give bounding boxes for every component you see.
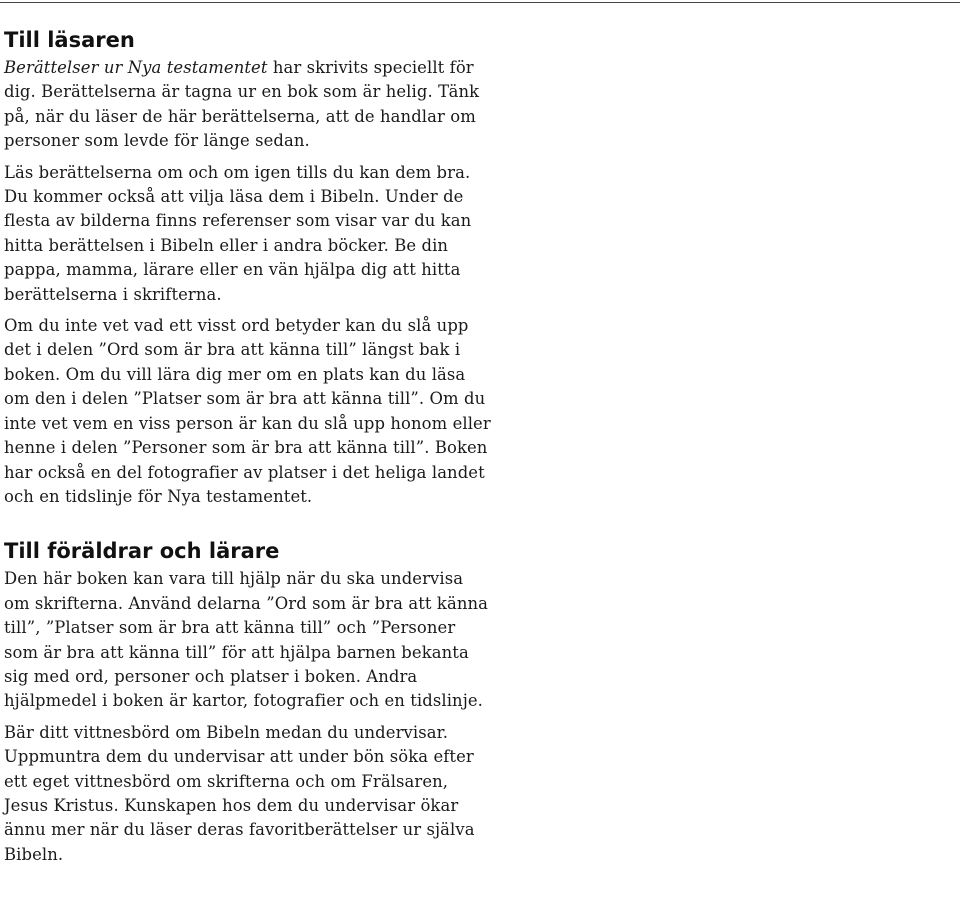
- paragraph: Den här boken kan vara till hjälp när du ska undervisa om skrifterna. Använd delarna ”Ord som är bra att känna till”, ”Platser som är bra att känna till” och ”Personer som är bra att känna till” för att hjälpa barnen bekanta sig med ord, personer och platser i boken. Andra hjälpmedel i boken är kartor, fotografier och en tidslinje.: [4, 569, 488, 711]
- paragraph: [4, 56, 494, 154]
- section-to-reader: [4, 26, 494, 509]
- top-rule: [0, 2, 960, 3]
- paragraph: Läs berättelserna om och om igen tills du kan dem bra. Du kommer också att vilja läsa dem i Bibeln. Under de flesta av bilderna finns referenser som visar var du kan hitta berättelsen i Bibeln eller i andra böcker. Be din pappa, mamma, lärare eller en vän hjälpa dig att hitta berättelserna i skrifterna.: [4, 162, 472, 304]
- paragraph: Om du inte vet vad ett visst ord betyder kan du slå upp det i delen ”Ord som är bra att känna till” längst bak i boken. Om du vill lära dig mer om en plats kan du läsa om den i delen ”Platser som är bra att känna till”. Om du inte vet vem en viss person är kan du slå upp honom eller henne i delen ”Personer som är bra att känna till”. Boken har också en del fotografier av platser i det heliga landet och en tidslinje för Nya testamentet.: [4, 316, 491, 506]
- paragraph-text: har skrivits speciellt för dig. Berättelserna är tagna ur en bok som är helig. Tänk på, när du läser de här berättelserna, att de handlar om personer som levde för länge sedan.: [4, 58, 480, 151]
- paragraph: Bär ditt vittnesbörd om Bibeln medan du undervisar. Uppmuntra dem du undervisar att under bön söka efter ett eget vittnesbörd om skrifterna och om Frälsaren, Jesus Kristus. Kunskapen hos dem du undervisar ökar ännu mer när du läser deras favoritberättelser ur själva Bibeln.: [4, 722, 475, 864]
- document-page: [4, 26, 494, 867]
- book-title: Berättelser ur Nya testamentet: [4, 58, 268, 77]
- section-heading: Till läsaren: [4, 28, 135, 52]
- section-to-parents-teachers: [4, 537, 494, 867]
- section-heading: Till föräldrar och lärare: [4, 539, 280, 564]
